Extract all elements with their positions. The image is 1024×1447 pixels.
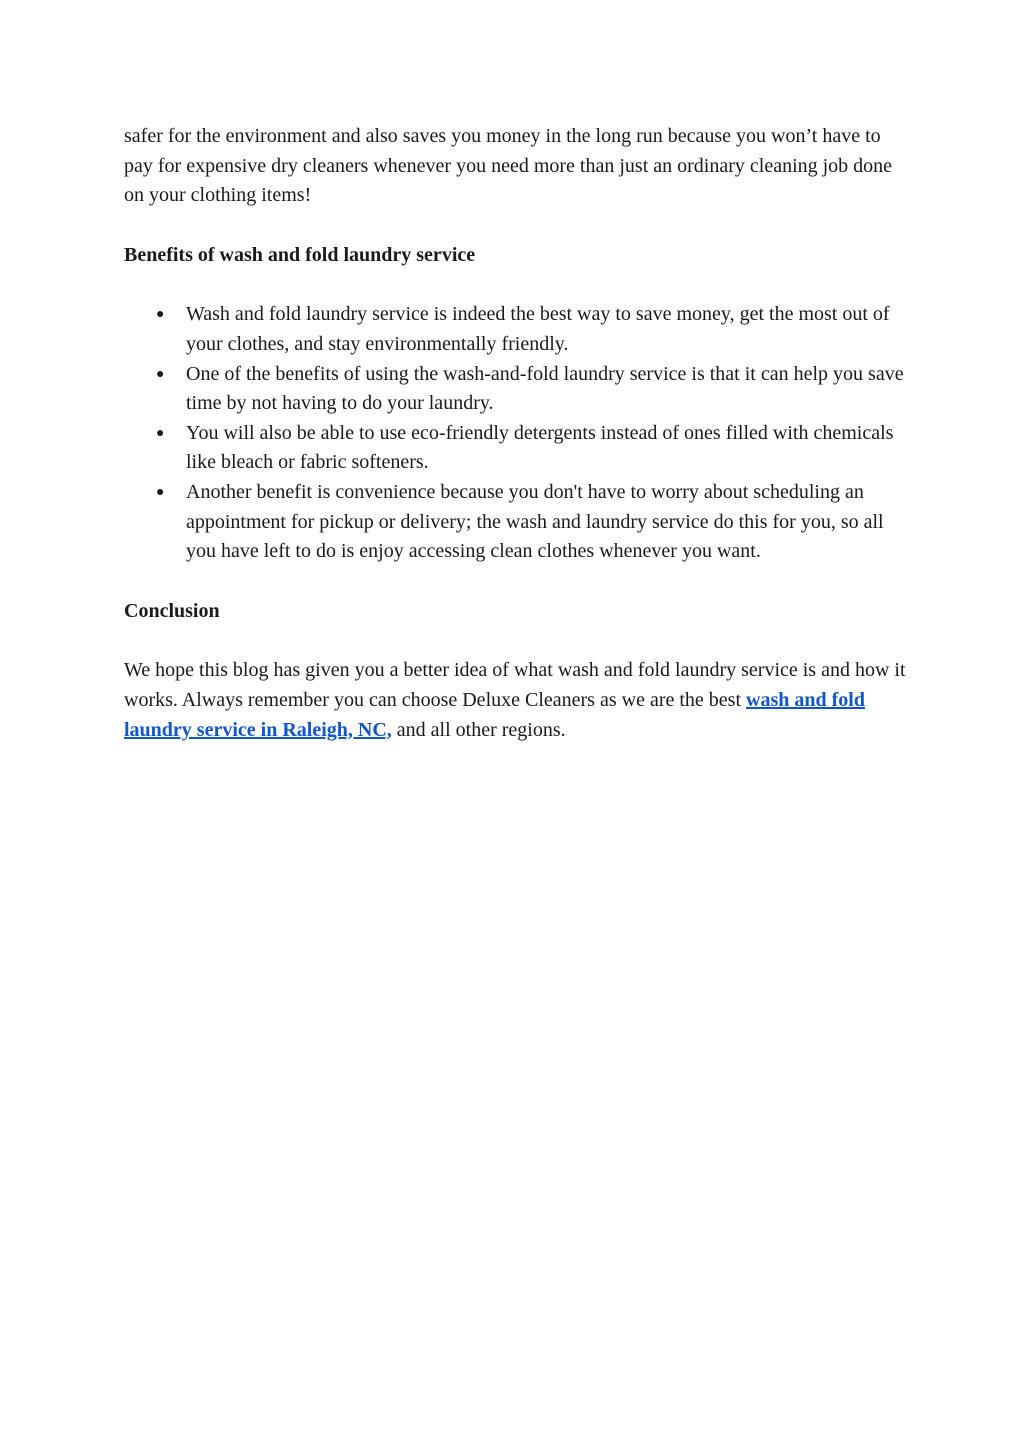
list-item	[156, 360, 914, 419]
list-item-text: You will also be able to use eco-friendly detergents instead of ones filled with chemicals like bleach or fabric softeners.	[186, 421, 894, 474]
bullet-icon: ●	[156, 484, 165, 500]
document-page	[124, 122, 914, 745]
bullet-icon: ●	[156, 307, 165, 323]
list-item	[156, 300, 914, 359]
bullet-icon: ●	[156, 425, 165, 441]
conclusion-text-after: and all other regions.	[391, 718, 566, 741]
list-item	[156, 419, 914, 478]
intro-paragraph: safer for the environment and also saves you money in the long run because you won’t have to pay for expensive dry cleaners whenever you need more than just an ordinary cleaning job done on your clothing items!	[124, 125, 893, 207]
conclusion-paragraph	[124, 656, 914, 745]
list-item-text: One of the benefits of using the wash-and-fold laundry service is that it can help you save time by not having to do your laundry.	[186, 362, 904, 415]
conclusion-text-before: We hope this blog has given you a better idea of what wash and fold laundry service is and how it works. Always remember you can choose Deluxe Cleaners as we are the best	[124, 659, 906, 711]
list-item-text: Another benefit is convenience because you don't have to worry about scheduling an appointment for pickup or delivery; the wash and laundry service do this for you, so all you have left to do is enjoy accessing clean clothes whenever you want.	[186, 480, 884, 563]
benefits-heading: Benefits of wash and fold laundry service	[124, 243, 476, 266]
list-item-text: Wash and fold laundry service is indeed the best way to save money, get the most out of your clothes, and stay environmentally friendly.	[186, 303, 890, 355]
raleigh-service-link[interactable]: wash and fold laundry service in Raleigh, NC,	[124, 688, 865, 741]
benefits-list	[124, 300, 914, 566]
bullet-icon: ●	[156, 366, 165, 382]
list-item	[156, 478, 914, 567]
conclusion-heading: Conclusion	[124, 599, 220, 622]
